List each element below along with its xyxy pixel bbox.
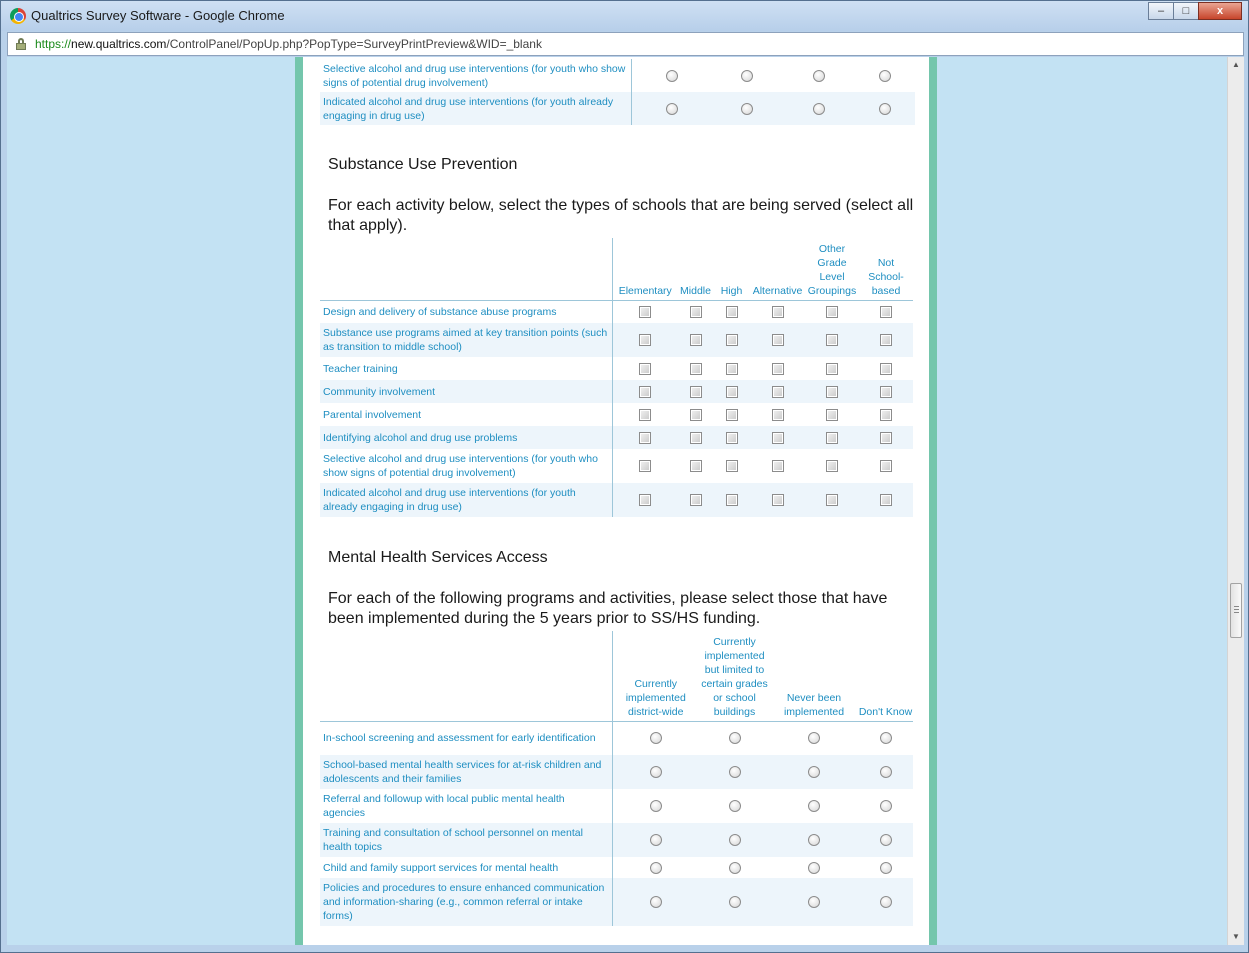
checkbox[interactable] xyxy=(639,409,651,421)
row-label: Referral and followup with local public mental health agencies xyxy=(320,789,612,823)
choice-cell xyxy=(713,483,750,517)
radio-button[interactable] xyxy=(666,70,678,82)
column-header: Elementary xyxy=(612,238,678,300)
window-title: Qualtrics Survey Software - Google Chrome xyxy=(31,8,285,23)
choice-cell xyxy=(859,380,913,403)
matrix-row xyxy=(320,300,913,323)
choice-cell xyxy=(612,357,678,380)
checkbox[interactable] xyxy=(880,386,892,398)
mental-question-text: For each of the following programs and activities, please select those that have been implemented during the 5 years prior to SS/HS funding. xyxy=(328,590,888,627)
column-header: Don't Know xyxy=(858,631,913,721)
address-bar[interactable] xyxy=(7,32,1244,56)
choice-cell xyxy=(783,92,855,125)
choice-cell xyxy=(699,789,770,823)
column-header: Currently implemented but limited to certain grades or school buildings xyxy=(699,631,770,721)
radio-button[interactable] xyxy=(650,862,662,874)
choice-cell xyxy=(858,857,913,878)
choice-cell xyxy=(678,380,713,403)
choice-cell xyxy=(859,300,913,323)
choice-cell xyxy=(612,300,678,323)
checkbox[interactable] xyxy=(639,334,651,346)
close-button[interactable]: x xyxy=(1198,2,1242,20)
url-host: new.qualtrics.com xyxy=(71,37,167,51)
row-label: Parental involvement xyxy=(320,403,612,426)
checkbox[interactable] xyxy=(826,334,838,346)
choice-cell xyxy=(678,483,713,517)
choice-cell xyxy=(612,878,699,926)
checkbox[interactable] xyxy=(726,334,738,346)
choice-cell xyxy=(805,426,859,449)
survey-panel xyxy=(303,57,929,945)
choice-cell xyxy=(859,483,913,517)
choice-cell xyxy=(713,300,750,323)
row-label: Teacher training xyxy=(320,357,612,380)
choice-cell xyxy=(713,380,750,403)
checkbox[interactable] xyxy=(690,432,702,444)
substance-matrix xyxy=(320,238,913,517)
scroll-thumb[interactable] xyxy=(1230,583,1242,638)
checkbox[interactable] xyxy=(726,386,738,398)
choice-cell xyxy=(855,92,915,125)
substance-question-text: For each activity below, select the types of schools that are being served (select all that apply). xyxy=(328,197,914,234)
radio-button[interactable] xyxy=(650,834,662,846)
mental-health-matrix xyxy=(320,631,913,926)
choice-cell xyxy=(699,857,770,878)
checkbox[interactable] xyxy=(639,494,651,506)
choice-cell xyxy=(750,449,805,483)
radio-button[interactable] xyxy=(808,800,820,812)
radio-button[interactable] xyxy=(813,70,825,82)
row-label: In-school screening and assessment for early identification xyxy=(320,721,612,755)
choice-cell xyxy=(612,380,678,403)
row-label: Child and family support services for mental health xyxy=(320,857,612,878)
column-header: Alternative xyxy=(750,238,805,300)
vertical-scrollbar[interactable] xyxy=(1227,57,1244,945)
radio-button[interactable] xyxy=(650,766,662,778)
checkbox[interactable] xyxy=(726,494,738,506)
radio-button[interactable] xyxy=(808,732,820,744)
choice-cell xyxy=(858,878,913,926)
checkbox[interactable] xyxy=(772,460,784,472)
choice-cell xyxy=(713,426,750,449)
checkbox[interactable] xyxy=(726,460,738,472)
choice-cell xyxy=(859,426,913,449)
checkbox[interactable] xyxy=(826,432,838,444)
choice-cell xyxy=(612,857,699,878)
row-label: Community involvement xyxy=(320,380,612,403)
choice-cell xyxy=(713,357,750,380)
url-text[interactable] xyxy=(35,37,542,51)
checkbox[interactable] xyxy=(826,409,838,421)
prior-question-matrix xyxy=(320,59,915,125)
radio-button[interactable] xyxy=(880,766,892,778)
matrix-row xyxy=(320,92,915,125)
choice-cell xyxy=(783,59,855,92)
radio-button[interactable] xyxy=(808,896,820,908)
radio-button[interactable] xyxy=(650,732,662,744)
choice-cell xyxy=(750,426,805,449)
row-label: Substance use programs aimed at key transition points (such as transition to middle school) xyxy=(320,323,612,357)
matrix-row xyxy=(320,483,913,517)
checkbox[interactable] xyxy=(880,363,892,375)
checkbox[interactable] xyxy=(826,386,838,398)
choice-cell xyxy=(858,755,913,789)
row-label: School-based mental health services for at-risk children and adolescents and their families xyxy=(320,755,612,789)
row-label: Indicated alcohol and drug use interventions (for youth already engaging in drug use) xyxy=(320,483,612,517)
choice-cell xyxy=(612,755,699,789)
choice-cell xyxy=(678,300,713,323)
matrix-row xyxy=(320,789,913,823)
choice-cell xyxy=(805,300,859,323)
checkbox[interactable] xyxy=(639,306,651,318)
choice-cell xyxy=(805,380,859,403)
choice-cell xyxy=(858,789,913,823)
radio-button[interactable] xyxy=(729,732,741,744)
radio-button[interactable] xyxy=(808,834,820,846)
choice-cell xyxy=(631,59,711,92)
choice-cell xyxy=(678,357,713,380)
radio-button[interactable] xyxy=(650,896,662,908)
checkbox[interactable] xyxy=(772,409,784,421)
choice-cell xyxy=(805,357,859,380)
choice-cell xyxy=(750,357,805,380)
radio-button[interactable] xyxy=(813,103,825,115)
radio-button[interactable] xyxy=(729,834,741,846)
checkbox[interactable] xyxy=(690,334,702,346)
column-header: Middle xyxy=(678,238,713,300)
url-scheme: https:// xyxy=(35,37,72,51)
checkbox[interactable] xyxy=(826,363,838,375)
choice-cell xyxy=(805,483,859,517)
matrix-row xyxy=(320,755,913,789)
lock-icon xyxy=(16,38,26,50)
choice-cell xyxy=(678,426,713,449)
matrix-row xyxy=(320,449,913,483)
checkbox[interactable] xyxy=(772,386,784,398)
choice-cell xyxy=(678,449,713,483)
choice-cell xyxy=(770,789,858,823)
choice-cell xyxy=(612,721,699,755)
radio-button[interactable] xyxy=(666,103,678,115)
checkbox[interactable] xyxy=(826,494,838,506)
matrix-row xyxy=(320,721,913,755)
choice-cell xyxy=(770,878,858,926)
choice-cell xyxy=(750,403,805,426)
matrix-row xyxy=(320,878,913,926)
choice-cell xyxy=(713,449,750,483)
choice-cell xyxy=(678,403,713,426)
choice-cell xyxy=(612,823,699,857)
checkbox[interactable] xyxy=(639,386,651,398)
row-label: Policies and procedures to ensure enhanced communication and information-sharing (e.g., common referral or intake forms) xyxy=(320,878,612,926)
checkbox[interactable] xyxy=(726,306,738,318)
page-viewport xyxy=(7,57,1227,945)
choice-cell xyxy=(750,483,805,517)
choice-cell xyxy=(805,403,859,426)
chrome-icon xyxy=(10,8,26,24)
scroll-down-arrow-icon[interactable]: ▼ xyxy=(1232,932,1240,941)
choice-cell xyxy=(713,403,750,426)
choice-cell xyxy=(612,483,678,517)
column-header: High xyxy=(713,238,750,300)
choice-cell xyxy=(750,380,805,403)
checkbox[interactable] xyxy=(690,494,702,506)
radio-button[interactable] xyxy=(879,103,891,115)
choice-cell xyxy=(770,755,858,789)
choice-cell xyxy=(859,357,913,380)
radio-button[interactable] xyxy=(729,862,741,874)
scroll-up-arrow-icon[interactable]: ▲ xyxy=(1232,60,1240,69)
radio-button[interactable] xyxy=(880,800,892,812)
choice-cell xyxy=(612,323,678,357)
radio-button[interactable] xyxy=(879,70,891,82)
checkbox[interactable] xyxy=(772,494,784,506)
column-header: Not School-based xyxy=(859,238,913,300)
choice-cell xyxy=(770,721,858,755)
choice-cell xyxy=(711,59,783,92)
radio-button[interactable] xyxy=(729,896,741,908)
checkbox[interactable] xyxy=(690,409,702,421)
choice-cell xyxy=(750,323,805,357)
choice-cell xyxy=(612,449,678,483)
checkbox[interactable] xyxy=(880,494,892,506)
choice-cell xyxy=(631,92,711,125)
checkbox[interactable] xyxy=(690,386,702,398)
choice-cell xyxy=(612,426,678,449)
checkbox[interactable] xyxy=(880,306,892,318)
matrix-row xyxy=(320,857,913,878)
choice-cell xyxy=(858,823,913,857)
choice-cell xyxy=(770,857,858,878)
matrix-row xyxy=(320,323,913,357)
choice-cell xyxy=(612,403,678,426)
checkbox[interactable] xyxy=(772,306,784,318)
checkbox[interactable] xyxy=(726,432,738,444)
matrix-row xyxy=(320,59,915,92)
column-header: Other Grade Level Groupings xyxy=(805,238,859,300)
mental-section-title: Mental Health Services Access xyxy=(328,549,548,566)
choice-cell xyxy=(699,755,770,789)
checkbox[interactable] xyxy=(690,363,702,375)
choice-cell xyxy=(750,300,805,323)
checkbox[interactable] xyxy=(726,409,738,421)
choice-cell xyxy=(855,59,915,92)
row-label: Design and delivery of substance abuse programs xyxy=(320,300,612,323)
radio-button[interactable] xyxy=(741,70,753,82)
radio-button[interactable] xyxy=(880,732,892,744)
maximize-button[interactable]: □ xyxy=(1173,2,1199,20)
radio-button[interactable] xyxy=(808,766,820,778)
column-header: Never been implemented xyxy=(770,631,858,721)
choice-cell xyxy=(805,323,859,357)
checkbox[interactable] xyxy=(772,334,784,346)
choice-cell xyxy=(713,323,750,357)
row-label: Identifying alcohol and drug use problems xyxy=(320,426,612,449)
url-path: /ControlPanel/PopUp.php?PopType=SurveyPrintPreview&WID=_blank xyxy=(166,37,542,51)
choice-cell xyxy=(858,721,913,755)
checkbox[interactable] xyxy=(880,460,892,472)
choice-cell xyxy=(805,449,859,483)
radio-button[interactable] xyxy=(808,862,820,874)
checkbox[interactable] xyxy=(726,363,738,375)
matrix-row xyxy=(320,426,913,449)
choice-cell xyxy=(770,823,858,857)
checkbox[interactable] xyxy=(826,460,838,472)
row-label: Selective alcohol and drug use interventions (for youth who show signs of potential drug involvement) xyxy=(320,59,631,92)
radio-button[interactable] xyxy=(880,896,892,908)
choice-cell xyxy=(699,878,770,926)
radio-button[interactable] xyxy=(880,862,892,874)
checkbox[interactable] xyxy=(826,306,838,318)
checkbox[interactable] xyxy=(690,460,702,472)
matrix-corner xyxy=(320,238,612,300)
window-controls xyxy=(1149,2,1242,20)
matrix-row xyxy=(320,403,913,426)
checkbox[interactable] xyxy=(639,363,651,375)
choice-cell xyxy=(612,789,699,823)
column-header: Currently implemented district-wide xyxy=(612,631,699,721)
matrix-corner xyxy=(320,631,612,721)
minimize-button[interactable]: – xyxy=(1148,2,1174,20)
choice-cell xyxy=(859,403,913,426)
checkbox[interactable] xyxy=(690,306,702,318)
radio-button[interactable] xyxy=(741,103,753,115)
choice-cell xyxy=(699,721,770,755)
checkbox[interactable] xyxy=(639,460,651,472)
row-label: Training and consultation of school personnel on mental health topics xyxy=(320,823,612,857)
choice-cell xyxy=(711,92,783,125)
matrix-row xyxy=(320,823,913,857)
title-bar[interactable] xyxy=(1,1,1248,31)
radio-button[interactable] xyxy=(729,766,741,778)
row-label: Selective alcohol and drug use interventions (for youth who show signs of potential drug involvement) xyxy=(320,449,612,483)
matrix-row xyxy=(320,380,913,403)
matrix-row xyxy=(320,357,913,380)
checkbox[interactable] xyxy=(772,363,784,375)
row-label: Indicated alcohol and drug use interventions (for youth already engaging in drug use) xyxy=(320,92,631,125)
checkbox[interactable] xyxy=(639,432,651,444)
choice-cell xyxy=(859,323,913,357)
substance-section-title: Substance Use Prevention xyxy=(328,156,518,173)
survey-page xyxy=(295,57,937,945)
choice-cell xyxy=(859,449,913,483)
radio-button[interactable] xyxy=(880,834,892,846)
choice-cell xyxy=(699,823,770,857)
radio-button[interactable] xyxy=(650,800,662,812)
radio-button[interactable] xyxy=(729,800,741,812)
checkbox[interactable] xyxy=(772,432,784,444)
checkbox[interactable] xyxy=(880,334,892,346)
choice-cell xyxy=(678,323,713,357)
checkbox[interactable] xyxy=(880,432,892,444)
checkbox[interactable] xyxy=(880,409,892,421)
